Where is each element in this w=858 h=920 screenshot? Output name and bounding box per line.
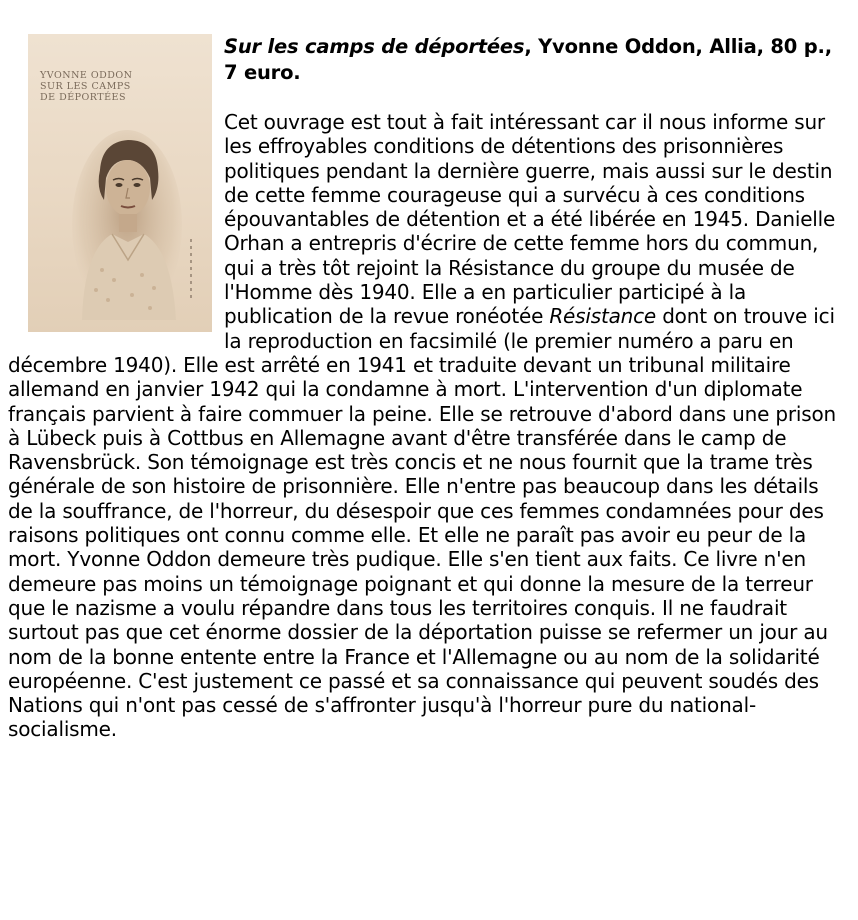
cover-publisher-mark (190, 239, 192, 299)
portrait-photo-icon (72, 130, 182, 320)
review-text-part1: Cet ouvrage est tout à fait intéressant car il nous informe sur les effroyables conditions de détentions des prisonnières politiques pendant la dernière guerre, mais aussi sur le destin de cette femme courageuse qui a survécu à ces conditions épouvantables de détention et a été libérée en 1945. Danielle Orhan a entrepris d'écrire de cette femme hors du commun, qui a très tôt rejoint la Résistance du groupe du musée de l'Homme dès 1940. Elle a en particulier participé à la publication de la revue ronéotée (224, 110, 836, 329)
book-cover (28, 34, 212, 332)
cover-text (40, 70, 200, 103)
book-details: , Yvonne Oddon, Allia, 80 p., 7 euro. (224, 35, 832, 84)
cover-author: YVONNE ODDON (40, 70, 133, 81)
review-text-part2: dont on trouve ici la reproduction en facsimilé (le premier numéro a paru en décembre 1940). Elle est arrêté en 1941 et traduite devant un tribunal militaire allemand en janvier 1942 qui la condamne à mort. L'intervention d'un diplomate français parvient à faire commuer la peine. Elle se retrouve d'abord dans une prison à Lübeck puis à Cottbus en Allemagne avant d'être transférée dans le camp de Ravensbrück. Son témoignage est très concis et ne nous fournit que la trame très générale de son histoire de prisonnière. Elle n'entre pas beaucoup dans les détails de la souffrance, de l'horreur, du désespoir que ces femmes condamnées pour des raisons politiques ont connu comme elle. Et elle ne paraît pas avoir eu peur de la mort. Yvonne Oddon demeure très pudique. Elle s'en tient aux faits. Ce livre n'en demeure pas moins un témoignage poignant et qui donne la mesure de la terreur que le nazisme a voulu répandre dans tous les territoires conquis. Il ne faudrait surtout pas que cet énorme dossier de la déportation puisse se refermer un jour au nom de la bonne entente entre la France et l'Allemagne ou au nom de la solidarité européenne. C'est justement ce passé et sa connaissance qui peuvent soudés des Nations qui n'ont pas cessé de s'affronter jusqu'à l'horreur pure du national-socialisme. (8, 304, 836, 742)
book-title: Sur les camps de déportées (224, 35, 525, 58)
cover-title-line2: DE DÉPORTÉES (40, 92, 127, 103)
review-page (8, 34, 846, 742)
journal-title: Résistance (549, 304, 657, 329)
cover-title-line1: SUR LES CAMPS (40, 81, 131, 92)
